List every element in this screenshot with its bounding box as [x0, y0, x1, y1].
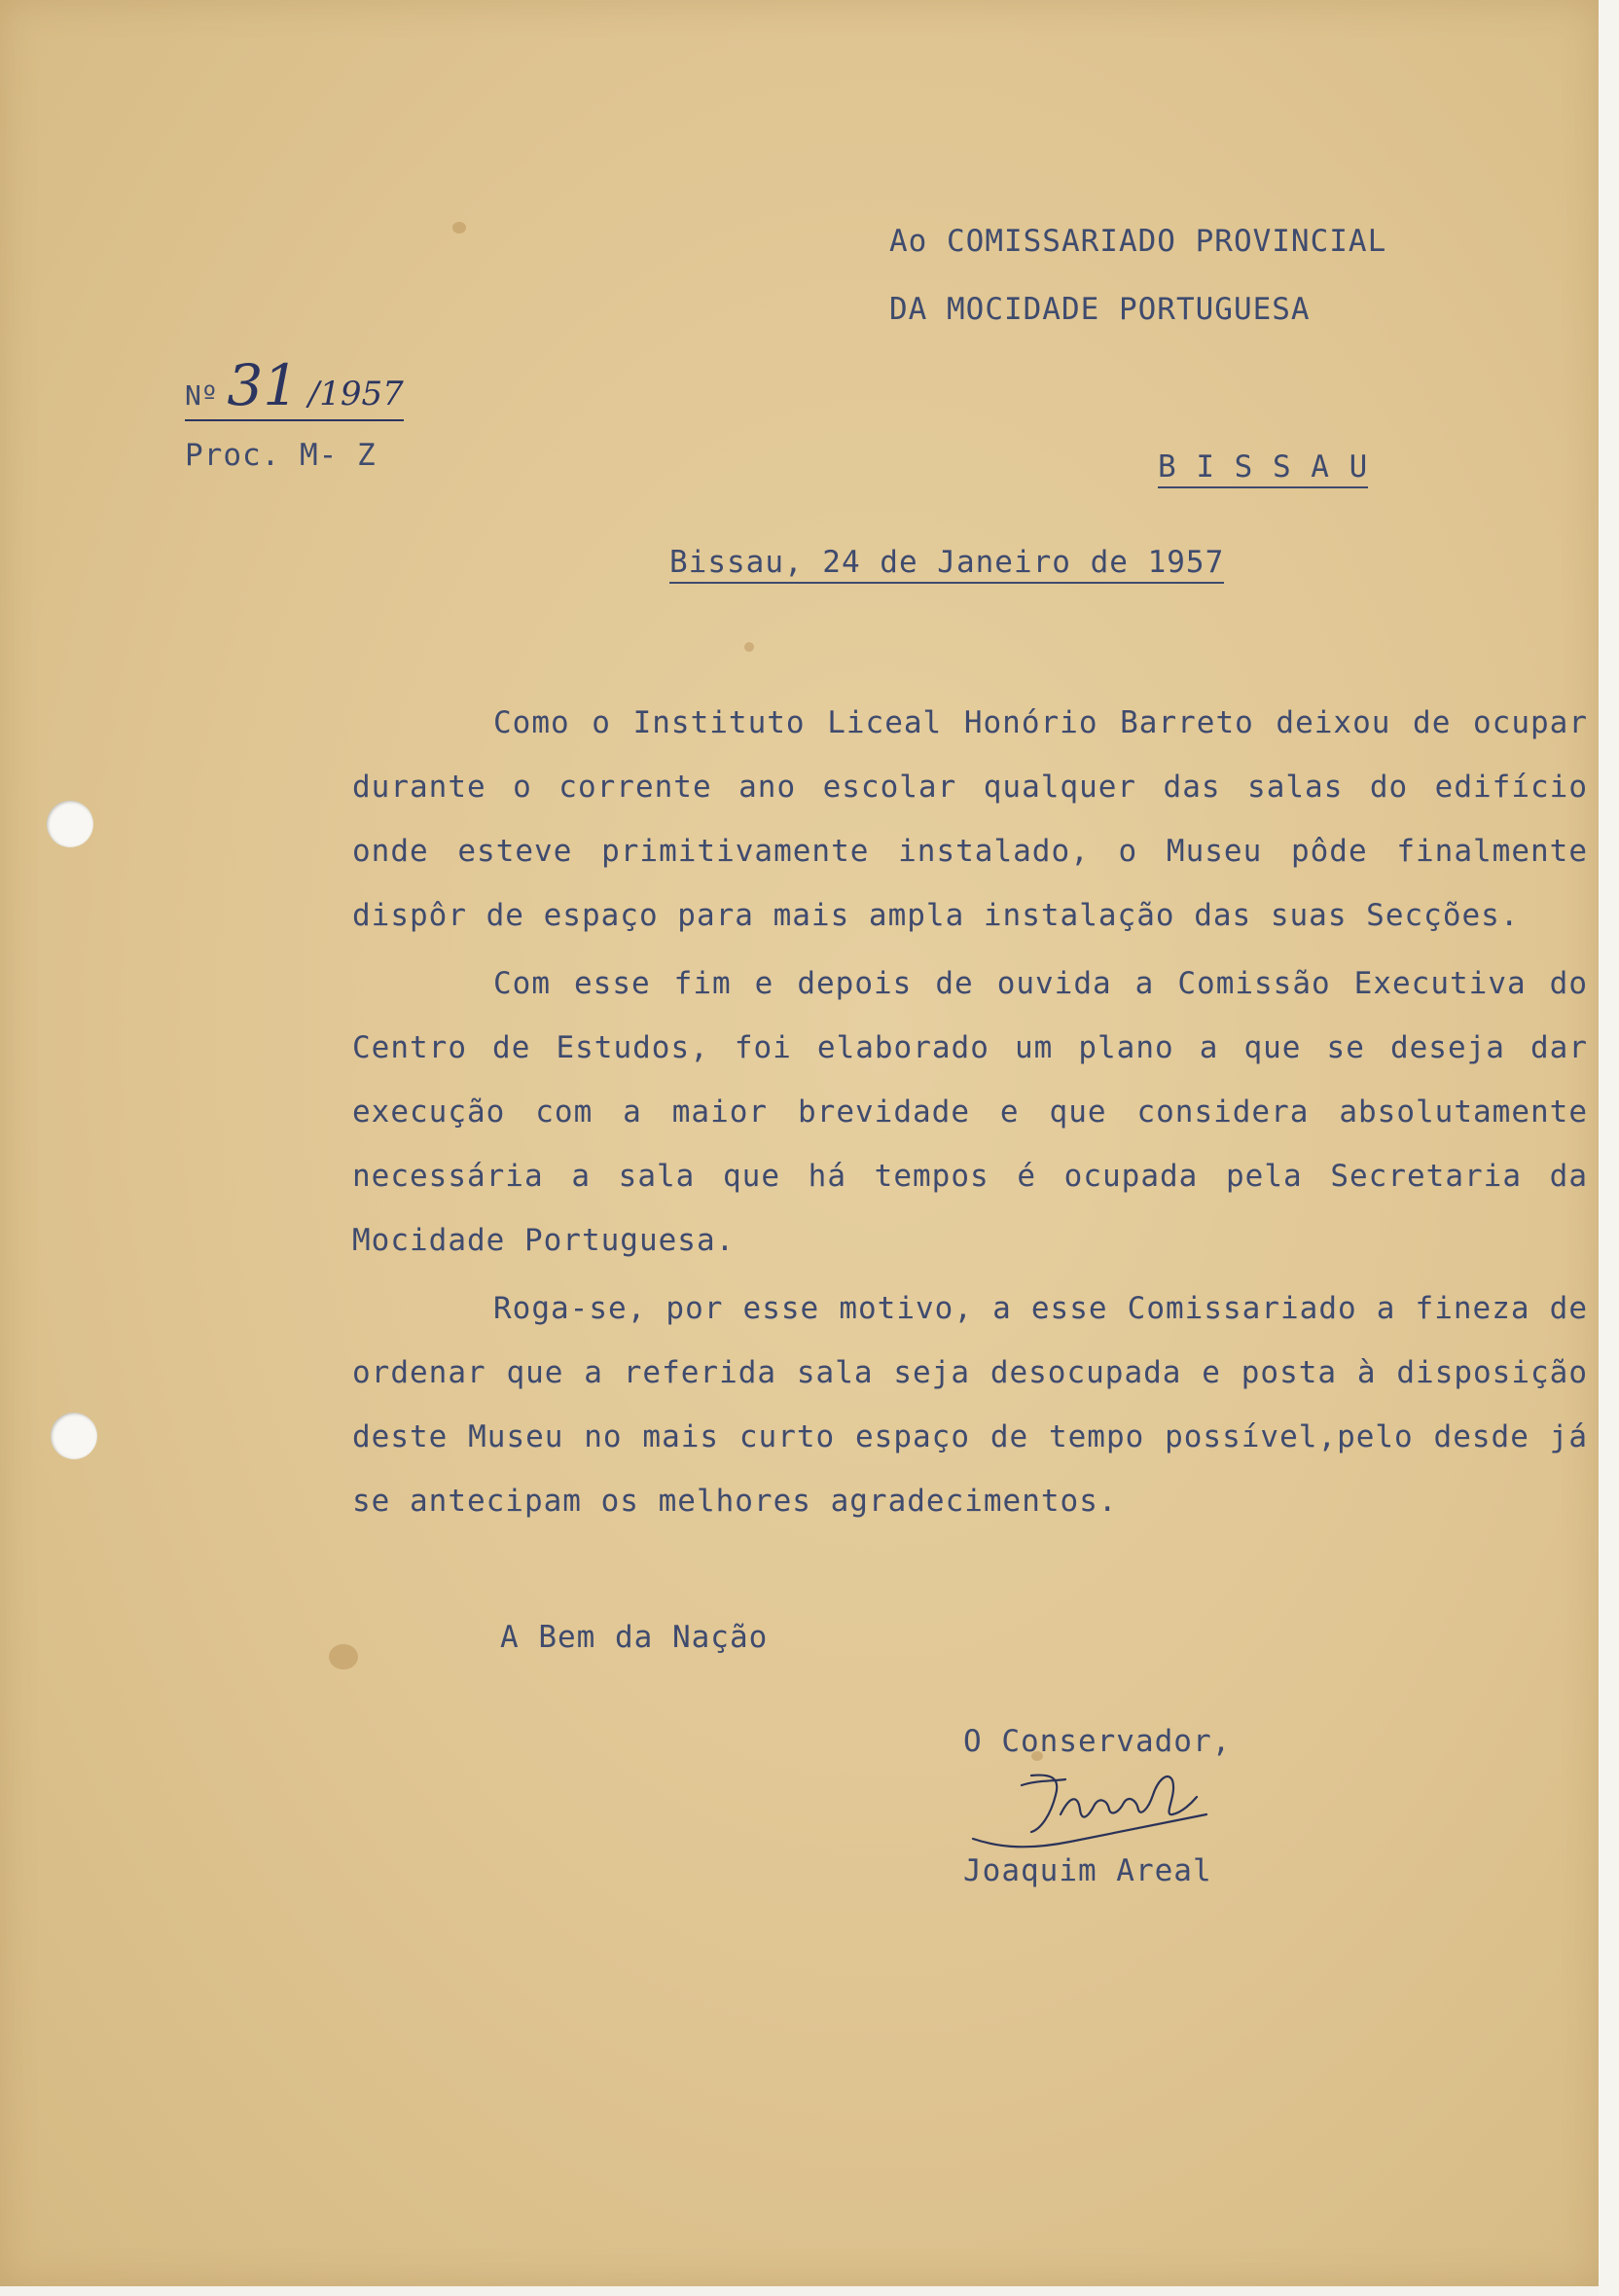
date-line: Bissau, 24 de Janeiro de 1957	[669, 545, 1224, 584]
reference-number	[185, 352, 404, 421]
body-paragraph-2: Com esse fim e depois de ouvida a Comissão Executiva do Centro de Estudos, foi elaborado um plano a que se deseja dar execução com a maior brevidade e que considera absolutamente necessária a sala que há tempos é ocupada pela Secretaria da Mocidade Portuguesa.	[352, 966, 1588, 1258]
recipient-city: B I S S A U	[1158, 449, 1368, 488]
recipient-line-1: Ao COMISSARIADO PROVINCIAL	[889, 224, 1387, 259]
body-paragraph-3: Roga-se, por esse motivo, a esse Comissariado a fineza de ordenar que a referida sala seja desocupada e posta à disposição deste Museu no mais curto espaço de tempo possível,pelo desde já se antecipam os melhores agradecimentos.	[352, 1291, 1588, 1519]
paper-stain	[744, 642, 754, 652]
recipient-line-2: DA MOCIDADE PORTUGUESA	[889, 292, 1311, 327]
paper-stain	[329, 1644, 358, 1669]
handwritten-signature	[963, 1756, 1255, 1863]
number-handwritten: 31	[227, 352, 300, 418]
paper-stain	[452, 222, 466, 233]
signer-name: Joaquim Areal	[963, 1853, 1212, 1888]
process-reference: Proc. M- Z	[185, 438, 377, 473]
number-prefix: Nº	[185, 379, 218, 412]
scan-margin	[1599, 0, 1619, 2296]
punch-hole-top	[47, 801, 93, 847]
punch-hole-bottom	[51, 1413, 97, 1459]
closing-salutation: A Bem da Nação	[500, 1620, 769, 1655]
signer-title: O Conservador,	[963, 1724, 1232, 1759]
body-paragraph-1: Como o Instituto Liceal Honório Barreto deixou de ocupar durante o corrente ano escolar qualquer das salas do edifício onde esteve primitivamente instalado, o Museu pôde finalmente dispôr de espaço para mais ampla instalação das suas Secções.	[352, 705, 1588, 933]
number-year: /1957	[307, 375, 404, 413]
